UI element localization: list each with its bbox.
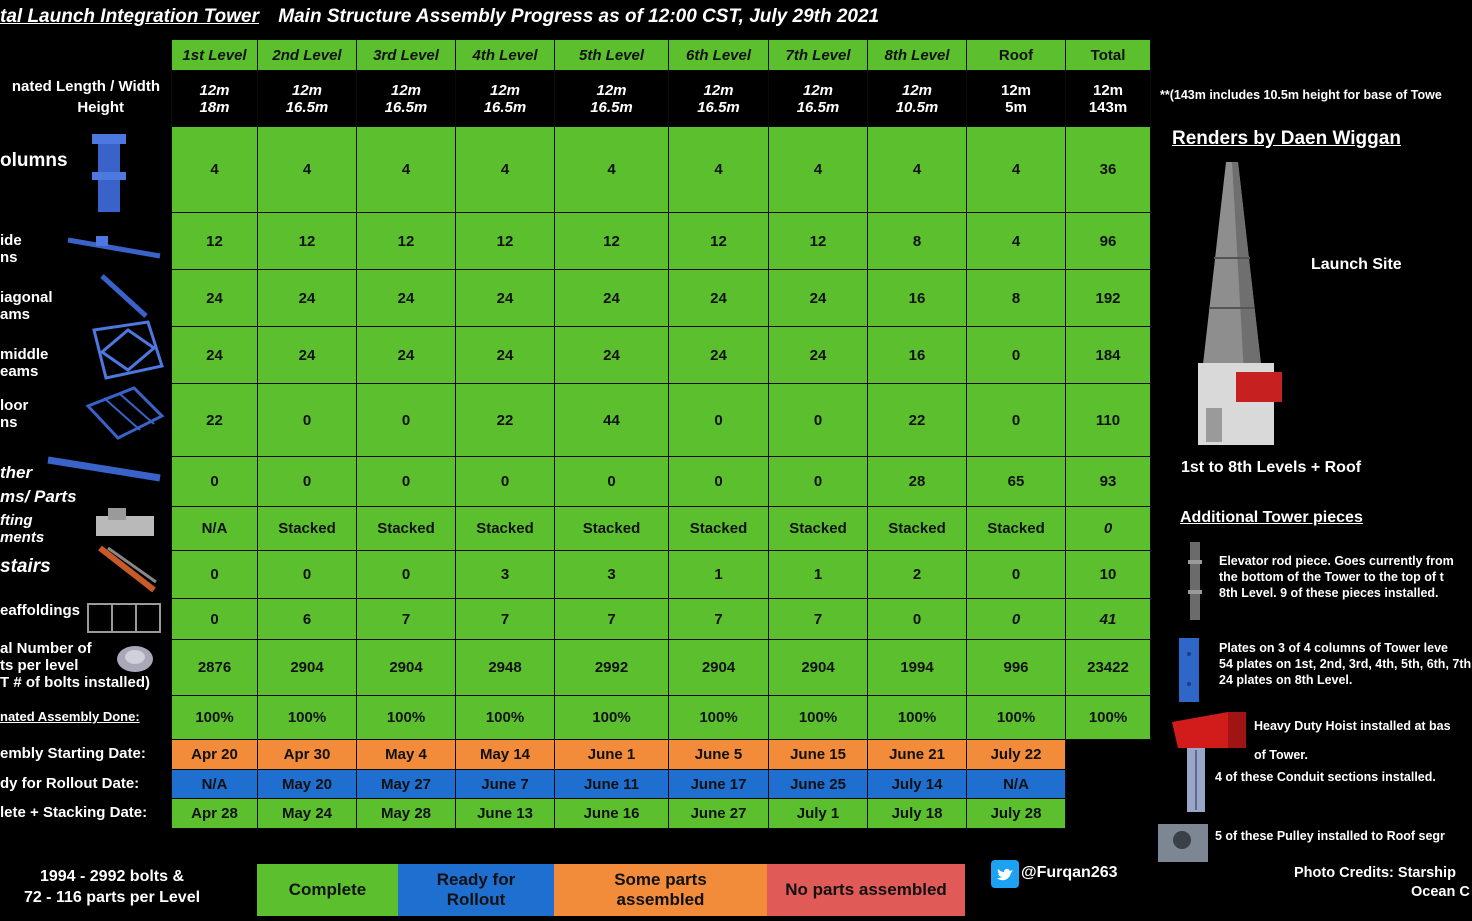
table-cell: 24: [357, 270, 456, 327]
table-cell: 100%: [967, 696, 1066, 740]
size-cell: 12m 16.5m: [769, 71, 868, 127]
table-cell: 4: [357, 127, 456, 213]
size-cell: 12m 5m: [967, 71, 1066, 127]
page-title: [0, 6, 879, 28]
table-cell: 4: [555, 127, 669, 213]
header-level-8: 8th Level: [868, 40, 967, 71]
table-cell: 2904: [669, 640, 769, 696]
table-cell: 65: [967, 457, 1066, 507]
table-cell: 12: [258, 213, 357, 270]
date-cell: June 15: [769, 740, 868, 770]
assembly-progress-table: [171, 39, 1151, 829]
table-cell: 0: [258, 551, 357, 599]
table-cell: 0: [769, 384, 868, 457]
date-cell: July 1: [769, 799, 868, 829]
row-label-side-beams: ide ns: [0, 232, 22, 266]
date-cell: June 21: [868, 740, 967, 770]
table-cell: 7: [456, 599, 555, 640]
table-row: [172, 551, 1151, 599]
table-cell: 12: [669, 213, 769, 270]
row-label-bolts: al Number of ts per level T # of bolts installed): [0, 640, 151, 691]
table-cell: 4: [669, 127, 769, 213]
table-cell: 4: [172, 127, 258, 213]
table-cell: 2992: [555, 640, 669, 696]
table-cell: 44: [555, 384, 669, 457]
plate-description: Plates on 3 of 4 columns of Tower leve 54 plates on 1st, 2nd, 3rd, 4th, 5th, 6th, 7th 24 plates on 8th Level.: [1219, 641, 1472, 687]
bolts-parts-summary: 1994 - 2992 bolts & 72 - 116 parts per Level: [23, 868, 201, 906]
table-row: [172, 384, 1151, 457]
table-cell: 0: [1066, 507, 1151, 551]
table-cell: 7: [555, 599, 669, 640]
header-level-3: 3rd Level: [357, 40, 456, 71]
levels-render-label: 1st to 8th Levels + Roof: [1181, 459, 1362, 476]
header-level-5: 5th Level: [555, 40, 669, 71]
table-cell: Stacked: [868, 507, 967, 551]
diagonal-beam-icon: [98, 272, 152, 320]
conduit-description: 4 of these Conduit sections installed.: [1215, 770, 1436, 784]
size-cell: 12m 16.5m: [555, 71, 669, 127]
table-cell: 24: [357, 327, 456, 384]
table-cell: 2904: [258, 640, 357, 696]
date-cell: June 1: [555, 740, 669, 770]
table-cell: 0: [669, 384, 769, 457]
row-label-stairs: stairs: [0, 556, 51, 577]
table-cell: 28: [868, 457, 967, 507]
date-cell: July 22: [967, 740, 1066, 770]
row-label-stacking-date: lete + Stacking Date:: [0, 804, 148, 821]
other-part-icon: [46, 456, 164, 482]
table-cell: 16: [868, 270, 967, 327]
date-cell: Apr 30: [258, 740, 357, 770]
date-cell: May 28: [357, 799, 456, 829]
table-cell: 8: [967, 270, 1066, 327]
table-row: [172, 696, 1151, 740]
table-row: [172, 599, 1151, 640]
date-cell: July 18: [868, 799, 967, 829]
size-cell: 12m 16.5m: [456, 71, 555, 127]
table-cell: 12: [769, 213, 868, 270]
table-cell: 0: [967, 327, 1066, 384]
hoist-icon: [1168, 708, 1250, 756]
photo-credits: Photo Credits: Starship Ocean C: [1294, 865, 1470, 900]
table-cell: 0: [172, 551, 258, 599]
size-row-label: nated Length / Width Height: [11, 78, 160, 116]
table-cell: 4: [967, 127, 1066, 213]
table-cell: 8: [868, 213, 967, 270]
table-cell: 0: [258, 457, 357, 507]
table-cell: 0: [555, 457, 669, 507]
header-roof: Roof: [967, 40, 1066, 71]
table-cell: 0: [669, 457, 769, 507]
header-total: Total: [1066, 40, 1151, 71]
table-cell: 1994: [868, 640, 967, 696]
table-cell: 36: [1066, 127, 1151, 213]
renders-heading: Renders by Daen Wiggan: [1172, 128, 1401, 149]
table-cell: 0: [868, 599, 967, 640]
table-cell: 100%: [1066, 696, 1151, 740]
progress-subtitle: Main Structure Assembly Progress as of 12:00 CST, July 29th 2021: [278, 6, 880, 27]
size-cell: 12m 143m: [1066, 71, 1151, 127]
table-cell: 192: [1066, 270, 1151, 327]
table-cell: Stacked: [357, 507, 456, 551]
date-cell: May 4: [357, 740, 456, 770]
table-cell: Stacked: [967, 507, 1066, 551]
table-cell: 24: [258, 327, 357, 384]
table-cell: 100%: [172, 696, 258, 740]
launch-site-label: Launch Site: [1311, 256, 1402, 273]
table-cell: 7: [669, 599, 769, 640]
date-cell: May 20: [258, 770, 357, 799]
size-cell: 12m 18m: [172, 71, 258, 127]
legend-no-parts-assembled: No parts assembled: [767, 864, 965, 916]
table-cell: 2: [868, 551, 967, 599]
table-row: [172, 213, 1151, 270]
lifting-attachment-icon: [92, 504, 158, 540]
table-cell: Stacked: [258, 507, 357, 551]
side-beam-icon: [66, 232, 164, 262]
table-cell: 24: [555, 270, 669, 327]
level-header-row: [172, 40, 1151, 71]
middle-beam-icon: [84, 318, 166, 384]
table-cell: 0: [172, 599, 258, 640]
table-cell: 0: [456, 457, 555, 507]
conduit-icon: [1184, 746, 1208, 814]
floor-beam-icon: [84, 384, 166, 444]
table-cell: N/A: [172, 507, 258, 551]
date-row: [172, 770, 1151, 799]
table-cell: 100%: [456, 696, 555, 740]
table-cell: 22: [868, 384, 967, 457]
table-cell: 996: [967, 640, 1066, 696]
table-cell: 100%: [357, 696, 456, 740]
header-level-4: 4th Level: [456, 40, 555, 71]
date-cell: June 7: [456, 770, 555, 799]
table-cell: 41: [1066, 599, 1151, 640]
table-cell: Stacked: [555, 507, 669, 551]
table-cell: 4: [967, 213, 1066, 270]
legend-ready-for-rollout: Ready for Rollout: [398, 864, 554, 916]
table-cell: Stacked: [769, 507, 868, 551]
table-cell: 0: [172, 457, 258, 507]
empty-cell: [1066, 740, 1151, 770]
empty-cell: [1066, 770, 1151, 799]
table-cell: 96: [1066, 213, 1151, 270]
row-label-middle-beams: middle eams: [0, 346, 49, 380]
table-cell: 0: [357, 457, 456, 507]
bolt-icon: [114, 642, 156, 676]
row-label-floor-beams: loor ns: [0, 397, 29, 431]
additional-pieces-heading: Additional Tower pieces: [1180, 509, 1363, 526]
date-row: [172, 740, 1151, 770]
date-cell: July 28: [967, 799, 1066, 829]
size-cell: 12m 10.5m: [868, 71, 967, 127]
date-cell: June 5: [669, 740, 769, 770]
date-rows: [172, 740, 1151, 829]
table-cell: 24: [669, 327, 769, 384]
table-cell: 24: [172, 270, 258, 327]
table-cell: 12: [456, 213, 555, 270]
table-cell: 24: [258, 270, 357, 327]
header-level-2: 2nd Level: [258, 40, 357, 71]
table-cell: 22: [172, 384, 258, 457]
table-cell: 100%: [868, 696, 967, 740]
tower-title: tal Launch Integration Tower: [0, 6, 259, 27]
date-cell: Apr 28: [172, 799, 258, 829]
row-label-columns: olumns: [0, 150, 68, 171]
table-row: [172, 507, 1151, 551]
row-label-start-date: embly Starting Date:: [0, 745, 146, 762]
row-label-other-parts: ther ms/ Parts: [0, 463, 77, 506]
table-cell: 1: [669, 551, 769, 599]
table-cell: 0: [258, 384, 357, 457]
table-cell: 100%: [769, 696, 868, 740]
table-cell: 24: [456, 270, 555, 327]
table-cell: 23422: [1066, 640, 1151, 696]
table-cell: 100%: [669, 696, 769, 740]
table-cell: 24: [456, 327, 555, 384]
date-cell: Apr 20: [172, 740, 258, 770]
column-part-icon: [86, 132, 134, 216]
table-cell: 2948: [456, 640, 555, 696]
table-cell: 2904: [769, 640, 868, 696]
row-label-diagonal-beams: iagonal ams: [0, 289, 53, 323]
tower-render-image: [1184, 158, 1284, 450]
pulley-description: 5 of these Pulley installed to Roof segr: [1215, 829, 1445, 843]
header-level-1: 1st Level: [172, 40, 258, 71]
table-cell: 2876: [172, 640, 258, 696]
table-cell: 100%: [258, 696, 357, 740]
table-cell: 24: [769, 270, 868, 327]
table-cell: 16: [868, 327, 967, 384]
table-cell: 24: [555, 327, 669, 384]
table-cell: 2904: [357, 640, 456, 696]
stairs-icon: [94, 544, 160, 594]
table-cell: 0: [967, 384, 1066, 457]
table-cell: 4: [769, 127, 868, 213]
table-row: [172, 327, 1151, 384]
date-cell: June 27: [669, 799, 769, 829]
table-cell: Stacked: [669, 507, 769, 551]
date-cell: July 14: [868, 770, 967, 799]
plate-icon: [1176, 636, 1202, 704]
empty-cell: [1066, 799, 1151, 829]
header-level-6: 6th Level: [669, 40, 769, 71]
legend-complete: Complete: [257, 864, 398, 916]
date-cell: N/A: [967, 770, 1066, 799]
table-cell: 12: [555, 213, 669, 270]
date-cell: June 16: [555, 799, 669, 829]
table-cell: 4: [868, 127, 967, 213]
height-footnote: **(143m includes 10.5m height for base of Towe: [1160, 88, 1442, 102]
table-cell: 22: [456, 384, 555, 457]
table-cell: 110: [1066, 384, 1151, 457]
row-label-assembly-done: nated Assembly Done:: [0, 709, 140, 724]
date-row: [172, 799, 1151, 829]
table-row: [172, 457, 1151, 507]
table-cell: 4: [258, 127, 357, 213]
date-cell: May 24: [258, 799, 357, 829]
legend-some-parts-assembled: Some parts assembled: [554, 864, 767, 916]
date-cell: June 13: [456, 799, 555, 829]
table-cell: 4: [456, 127, 555, 213]
date-cell: May 27: [357, 770, 456, 799]
table-row: [172, 640, 1151, 696]
twitter-handle[interactable]: @Furqan263: [1021, 864, 1118, 881]
table-cell: 0: [967, 599, 1066, 640]
table-row: [172, 270, 1151, 327]
table-cell: 12: [357, 213, 456, 270]
table-cell: 0: [357, 384, 456, 457]
table-cell: 10: [1066, 551, 1151, 599]
size-cell: 12m 16.5m: [357, 71, 456, 127]
table-cell: Stacked: [456, 507, 555, 551]
table-cell: 24: [172, 327, 258, 384]
size-row: [172, 71, 1151, 127]
table-cell: 184: [1066, 327, 1151, 384]
row-label-scaffoldings: eaffoldings: [0, 602, 81, 619]
date-cell: June 25: [769, 770, 868, 799]
table-cell: 7: [357, 599, 456, 640]
table-cell: 3: [456, 551, 555, 599]
table-cell: 93: [1066, 457, 1151, 507]
elevator-rod-icon: [1186, 540, 1204, 622]
date-cell: June 11: [555, 770, 669, 799]
table-cell: 1: [769, 551, 868, 599]
date-cell: N/A: [172, 770, 258, 799]
hoist-description: Heavy Duty Hoist installed at bas of Tower.: [1254, 719, 1451, 762]
table-cell: 3: [555, 551, 669, 599]
twitter-icon[interactable]: [991, 860, 1019, 888]
table-cell: 12: [172, 213, 258, 270]
data-rows: [172, 127, 1151, 740]
table-cell: 0: [357, 551, 456, 599]
size-cell: 12m 16.5m: [258, 71, 357, 127]
date-cell: June 17: [669, 770, 769, 799]
table-cell: 0: [967, 551, 1066, 599]
table-cell: 6: [258, 599, 357, 640]
row-label-lifting: fting ments: [0, 512, 45, 546]
size-cell: 12m 16.5m: [669, 71, 769, 127]
header-level-7: 7th Level: [769, 40, 868, 71]
elevator-rod-description: Elevator rod piece. Goes currently from the bottom of the Tower to the top of t 8th Level. 9 of these pieces installed.: [1219, 554, 1454, 600]
row-label-rollout-date: dy for Rollout Date:: [0, 775, 140, 792]
pulley-icon: [1156, 822, 1210, 864]
table-cell: 0: [769, 457, 868, 507]
table-cell: 7: [769, 599, 868, 640]
date-cell: May 14: [456, 740, 555, 770]
table-cell: 100%: [555, 696, 669, 740]
table-row: [172, 127, 1151, 213]
scaffolding-icon: [84, 598, 164, 638]
table-cell: 24: [769, 327, 868, 384]
table-cell: 24: [669, 270, 769, 327]
